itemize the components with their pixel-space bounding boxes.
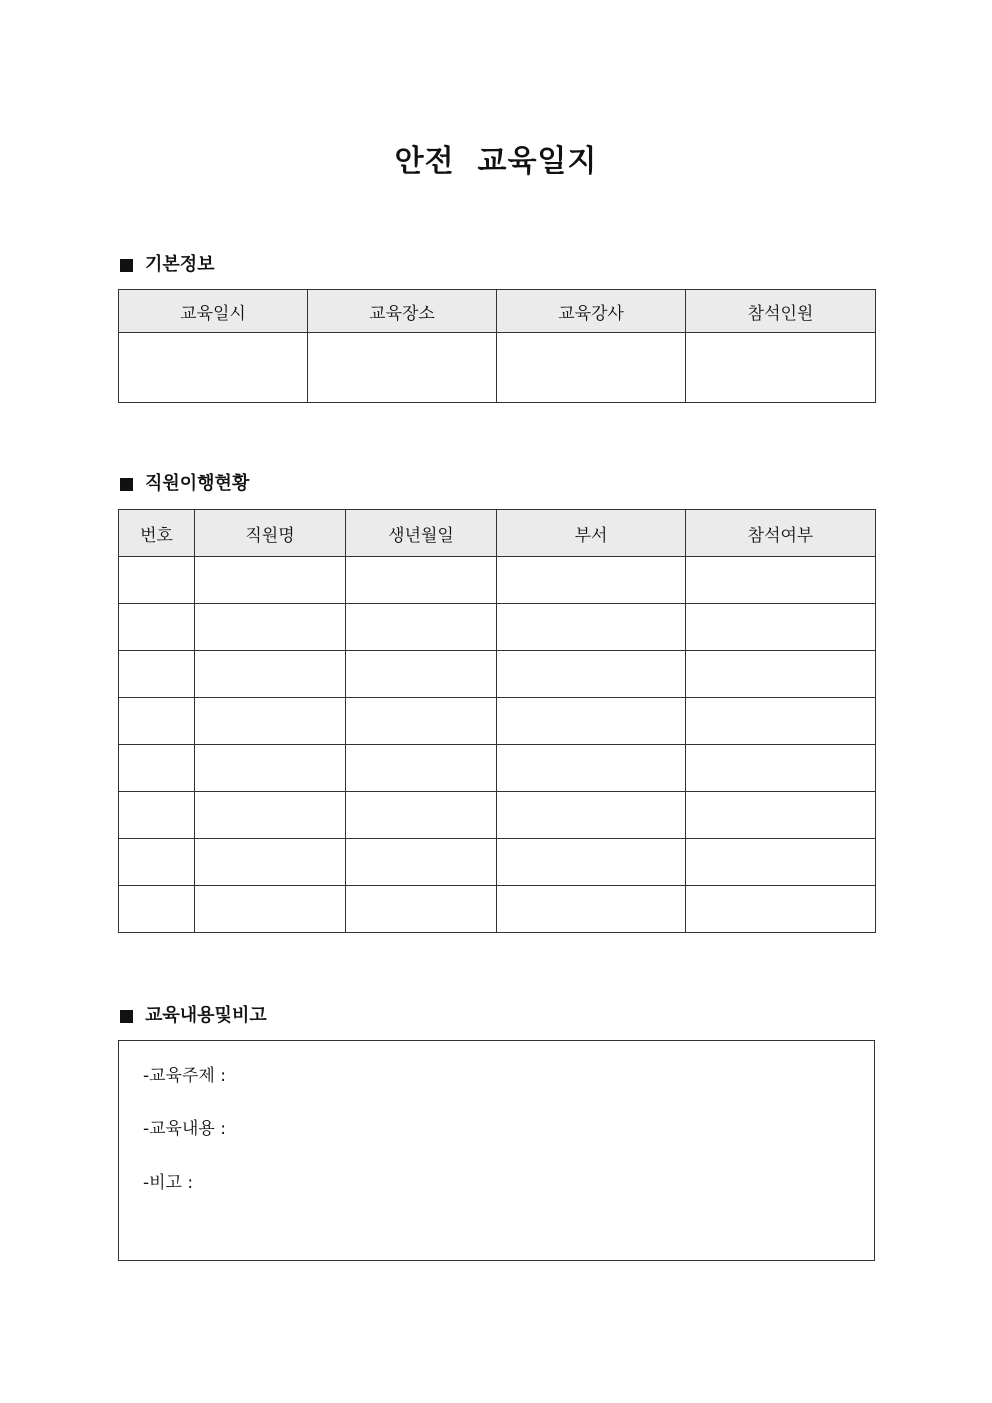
cell-department[interactable]: [497, 792, 686, 839]
cell-birth-date[interactable]: [346, 886, 497, 933]
cell-department[interactable]: [497, 745, 686, 792]
cell-birth-date[interactable]: [346, 604, 497, 651]
table-row: [119, 839, 876, 886]
header-education-location: 교육장소: [308, 290, 497, 333]
header-attendee-count: 참석인원: [686, 290, 876, 333]
table-row: [119, 886, 876, 933]
cell-attendance-status[interactable]: [686, 839, 876, 886]
header-department: 부서: [497, 510, 686, 557]
cell-department[interactable]: [497, 886, 686, 933]
education-content-label: -교육내용 :: [143, 1119, 226, 1139]
cell-employee-name[interactable]: [195, 604, 346, 651]
square-bullet-icon: [120, 259, 133, 272]
cell-birth-date[interactable]: [346, 839, 497, 886]
section-heading-label: 기본정보: [145, 254, 215, 275]
cell-education-instructor[interactable]: [497, 333, 686, 403]
cell-education-datetime[interactable]: [119, 333, 308, 403]
remarks-label: -비고 :: [143, 1173, 194, 1193]
cell-attendance-status[interactable]: [686, 886, 876, 933]
cell-number[interactable]: [119, 792, 195, 839]
cell-attendance-status[interactable]: [686, 698, 876, 745]
cell-attendance-status[interactable]: [686, 745, 876, 792]
header-education-instructor: 교육강사: [497, 290, 686, 333]
section-heading-label: 직원이행현황: [145, 473, 250, 494]
basic-info-table: [118, 289, 876, 403]
table-row: [119, 604, 876, 651]
table-header-row: [119, 290, 876, 333]
square-bullet-icon: [120, 1010, 133, 1023]
cell-department[interactable]: [497, 604, 686, 651]
content-remarks-box[interactable]: [118, 1040, 875, 1261]
cell-education-location[interactable]: [308, 333, 497, 403]
table-header-row: [119, 510, 876, 557]
cell-attendee-count[interactable]: [686, 333, 876, 403]
cell-employee-name[interactable]: [195, 745, 346, 792]
header-number: 번호: [119, 510, 195, 557]
cell-employee-name[interactable]: [195, 651, 346, 698]
cell-number[interactable]: [119, 604, 195, 651]
section-heading-label: 교육내용및비고: [145, 1005, 267, 1026]
cell-number[interactable]: [119, 698, 195, 745]
cell-department[interactable]: [497, 698, 686, 745]
cell-birth-date[interactable]: [346, 557, 497, 604]
table-row: [119, 333, 876, 403]
cell-employee-name[interactable]: [195, 698, 346, 745]
section-heading-content-remarks: [119, 1004, 267, 1028]
square-bullet-icon: [120, 478, 133, 491]
document-title: 안전 교육일지: [394, 144, 598, 179]
header-birth-date: 생년월일: [346, 510, 497, 557]
cell-employee-name[interactable]: [195, 557, 346, 604]
table-row: [119, 651, 876, 698]
cell-employee-name[interactable]: [195, 839, 346, 886]
section-heading-basic-info: [119, 253, 215, 277]
table-row: [119, 792, 876, 839]
section-heading-attendance: [119, 472, 249, 496]
cell-employee-name[interactable]: [195, 886, 346, 933]
cell-number[interactable]: [119, 651, 195, 698]
cell-attendance-status[interactable]: [686, 557, 876, 604]
cell-department[interactable]: [497, 557, 686, 604]
cell-number[interactable]: [119, 839, 195, 886]
cell-number[interactable]: [119, 557, 195, 604]
cell-number[interactable]: [119, 886, 195, 933]
header-education-datetime: 교육일시: [119, 290, 308, 333]
table-row: [119, 745, 876, 792]
cell-employee-name[interactable]: [195, 792, 346, 839]
cell-department[interactable]: [497, 839, 686, 886]
cell-attendance-status[interactable]: [686, 604, 876, 651]
cell-birth-date[interactable]: [346, 651, 497, 698]
attendance-table: [118, 509, 876, 933]
education-topic-label: -교육주제 :: [143, 1066, 226, 1086]
cell-number[interactable]: [119, 745, 195, 792]
cell-attendance-status[interactable]: [686, 792, 876, 839]
cell-birth-date[interactable]: [346, 745, 497, 792]
header-employee-name: 직원명: [195, 510, 346, 557]
cell-attendance-status[interactable]: [686, 651, 876, 698]
header-attendance-status: 참석여부: [686, 510, 876, 557]
cell-department[interactable]: [497, 651, 686, 698]
table-row: [119, 557, 876, 604]
table-row: [119, 698, 876, 745]
cell-birth-date[interactable]: [346, 792, 497, 839]
cell-birth-date[interactable]: [346, 698, 497, 745]
